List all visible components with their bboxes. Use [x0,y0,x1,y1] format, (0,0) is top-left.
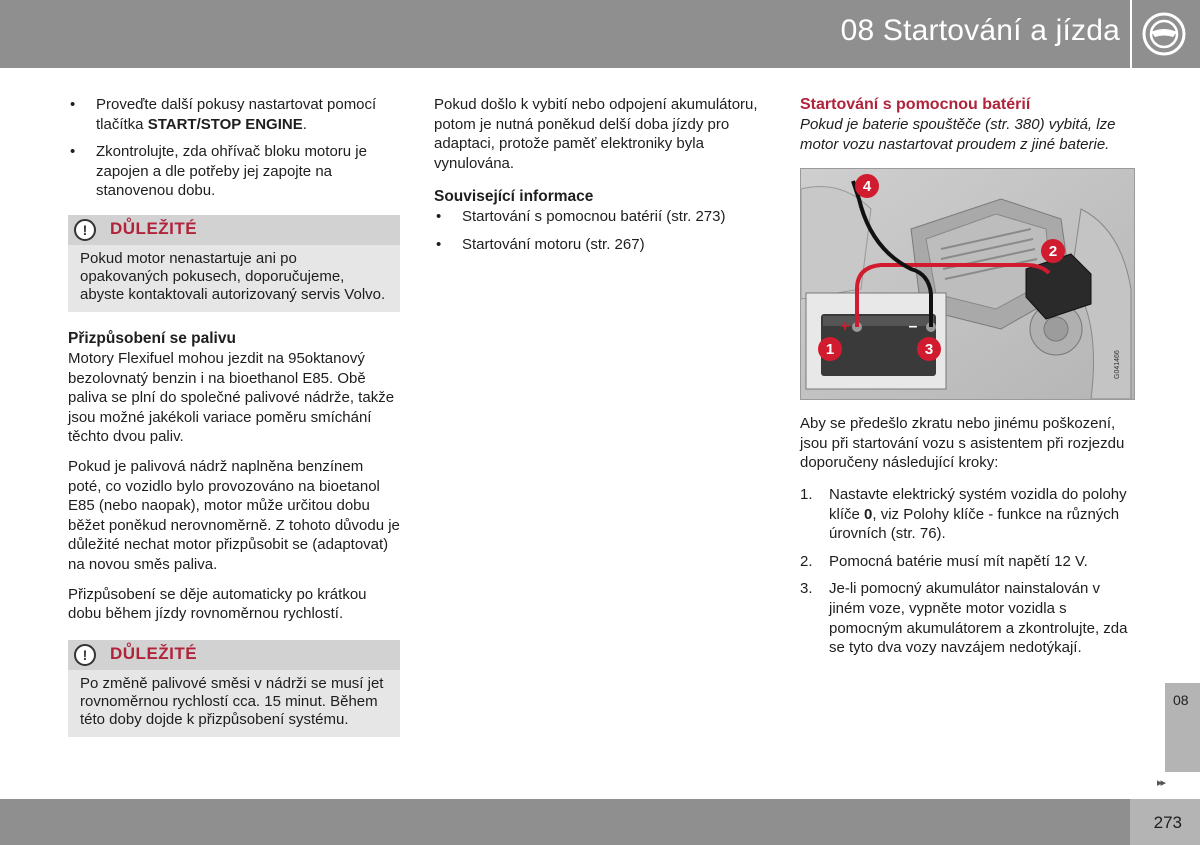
paragraph: Pokud došlo k vybití nebo odpojení akumulátoru, potom je nutná poněkud delší doba jízdy pro adaptaci, protože paměť elektroniky byla vynulována. [434,96,758,172]
warning-text: Po změně palivové směsi v nádrži se musí jet rovnoměrnou rychlostí cca. 15 minut. Během této doby dojde k přizpůsobení systému. [80,674,384,728]
column-left [68,95,400,737]
list-item: 2. Pomocná batérie musí mít napětí 12 V. [800,552,1088,570]
column-middle [434,95,766,263]
warning-text: Pokud motor nenastartuje ani po opakovaných pokusech, doporučujeme, abyste kontaktovali autorizovaný servis Volvo. [80,249,386,303]
warning-title: DŮLEŽITÉ [110,218,198,238]
callout-2: 2 [1048,243,1058,261]
warning-box [68,640,400,737]
list-item: 3. Je-li pomocný akumulátor nainstalován v jiném voze, vypněte motor vozidla s pomocným akumulátorem a zkontrolujte, zda se tyto dva vozy navzájem nedotýkají. [800,580,1128,657]
section-heading: Přizpůsobení se palivu [68,329,236,347]
chapter-header [0,0,1130,68]
paragraph: Přizpůsobení se děje automaticky po krátkou dobu během jízdy rovnoměrnou rychlostí. [68,585,367,623]
related-heading: Související informace [434,188,594,206]
warning-header [68,215,400,245]
list-item: • Zkontrolujte, zda ohřívač bloku motoru je zapojen a dle potřeby jej zapojte na stanovenou dobu. [68,142,400,201]
double-arrow-right-icon: ▸▸ [1157,777,1165,789]
page-footer [0,799,1130,845]
callout-1: 1 [825,341,835,359]
plus-terminal-icon: + [840,318,850,336]
callout-3: 3 [924,341,934,359]
related-list [434,207,766,254]
steering-wheel-icon [1140,10,1188,58]
steps-list [800,485,1134,658]
page-number-box [1130,799,1200,845]
paragraph: Motory Flexifuel mohou jezdit na 95oktanový bezolovnatý benzin i na bioethanol E85. Obě paliva se plní do společné palivové nádrže, takže jsou možné jakékoli variace poměru smíchání těchto dvou paliv. [68,349,395,446]
bullet-list [68,95,400,201]
warning-title: DŮLEŽITÉ [110,643,198,663]
figure-code: G041466 [1114,350,1121,380]
warning-box [68,215,400,312]
engine-bay-drawing [801,169,1134,399]
paragraph: Pokud je palivová nádrž naplněna benzínem poté, co vozidlo bylo provozováno na bioetanol E85 (nebo naopak), motor může určitou dobu běžet poněkud nerovnoměrně. Z tohoto důvodu je důležité nechat motor přizpůsobit se (adaptovat) na novou směs paliva. [68,457,400,573]
related-link[interactable]: • Startování s pomocnou batérií (str. 273) [434,207,766,227]
list-item: 1. Nastavte elektrický systém vozidla do polohy klíče 0, viz Polohy klíče - funkce na různých úrovních (str. 76). [800,485,1127,543]
intro-text: Pokud je baterie spouštěče (str. 380) vybitá, lze motor vozu nastartovat proudem z jiné baterie. [800,116,1116,153]
warning-header [68,640,400,670]
minus-terminal-icon: – [908,318,918,336]
exclamation-icon: ! [74,644,96,666]
paragraph: Aby se předešlo zkratu nebo jinému poškození, jsou při startování vozu s asistentem při rozjezdu doporučeny následující kroky: [800,415,1125,472]
column-right [800,95,1134,666]
callout-4: 4 [862,178,872,196]
jump-start-illustration [800,168,1135,400]
related-link[interactable]: • Startování motoru (str. 267) [434,235,766,255]
list-item: • Proveďte další pokusy nastartovat pomocí tlačítka START/STOP ENGINE. [68,95,400,134]
page-number: 273 [1153,813,1182,832]
chapter-icon-box [1132,0,1200,68]
section-heading: Startování s pomocnou batérií [800,96,1031,113]
chapter-tab[interactable]: 08 [1165,683,1200,772]
exclamation-icon: ! [74,219,96,241]
chapter-title: 08 Startování a jízda [840,14,1120,47]
